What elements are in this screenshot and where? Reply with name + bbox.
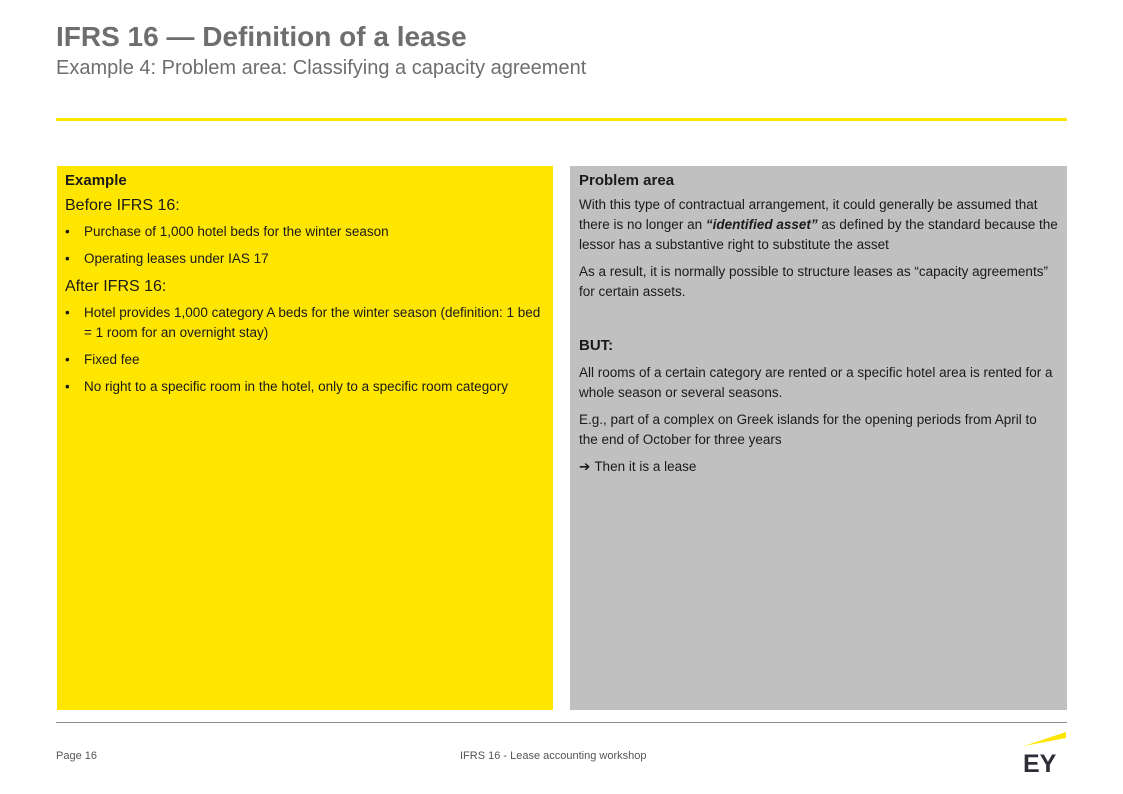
after-ifrs16-label: After IFRS 16: [65, 278, 167, 295]
page-subtitle: Example 4: Problem area: Classifying a capacity agreement [56, 57, 587, 79]
but-label: BUT: [579, 337, 614, 354]
spacer [579, 309, 1059, 329]
rooms-rented-paragraph: All rooms of a certain category are rented or a specific hotel area is rented for a whole season or several seasons. [579, 365, 1053, 400]
footer-title: IFRS 16 - Lease accounting workshop [460, 750, 647, 762]
list-item-text: No right to a specific room in the hotel, only to a specific room category [84, 379, 508, 394]
list-item-text: Fixed fee [84, 352, 140, 367]
problem-area-heading: Problem area [579, 172, 675, 189]
conclusion [579, 457, 1059, 477]
example-heading: Example [65, 172, 127, 189]
example-greek-islands-paragraph: E.g., part of a complex on Greek islands for the opening periods from April to the end of October for three years [579, 412, 1037, 447]
bullet-icon: • [65, 224, 70, 239]
before-list [65, 222, 545, 269]
identified-asset-emphasis: “identified asset” [705, 217, 818, 232]
list-item [65, 222, 545, 242]
arrow-right-icon: ➔ [579, 459, 591, 474]
list-item-text: Purchase of 1,000 hotel beds for the winter season [84, 224, 389, 239]
bullet-icon: • [65, 379, 70, 394]
ey-logo-icon [1020, 728, 1068, 776]
bullet-icon: • [65, 251, 70, 266]
after-list [65, 303, 545, 397]
bullet-icon: • [65, 352, 70, 367]
list-item [65, 377, 545, 397]
conclusion-text: Then it is a lease [594, 459, 697, 474]
capacity-agreements-paragraph: As a result, it is normally possible to structure leases as “capacity agreements” for certain assets. [579, 264, 1048, 299]
bullet-icon: • [65, 305, 70, 320]
header-divider [56, 118, 1067, 121]
paragraph-text: With this type of contractual arrangement, it could generally be assumed that there is no longer an [579, 197, 1038, 232]
list-item-text: Operating leases under IAS 17 [84, 251, 269, 266]
ey-logo-text: EY [1023, 750, 1057, 776]
page-number: Page 16 [56, 750, 97, 762]
list-item-text: Hotel provides 1,000 category A beds for the winter season (definition: 1 bed = 1 room for an overnight stay) [84, 305, 541, 340]
list-item [65, 350, 545, 370]
page-title: IFRS 16 — Definition of a lease [56, 21, 467, 52]
before-ifrs16-label: Before IFRS 16: [65, 197, 180, 214]
ey-logo-beam [1024, 732, 1066, 746]
identified-asset-paragraph [579, 195, 1059, 255]
problem-area-panel [570, 166, 1067, 710]
example-panel [57, 166, 553, 710]
paragraph-text: as defined by the standard because the lessor has a substantive right to substitute the asset [579, 217, 1058, 252]
list-item [65, 303, 545, 343]
list-item [65, 249, 545, 269]
footer-divider [56, 722, 1067, 723]
